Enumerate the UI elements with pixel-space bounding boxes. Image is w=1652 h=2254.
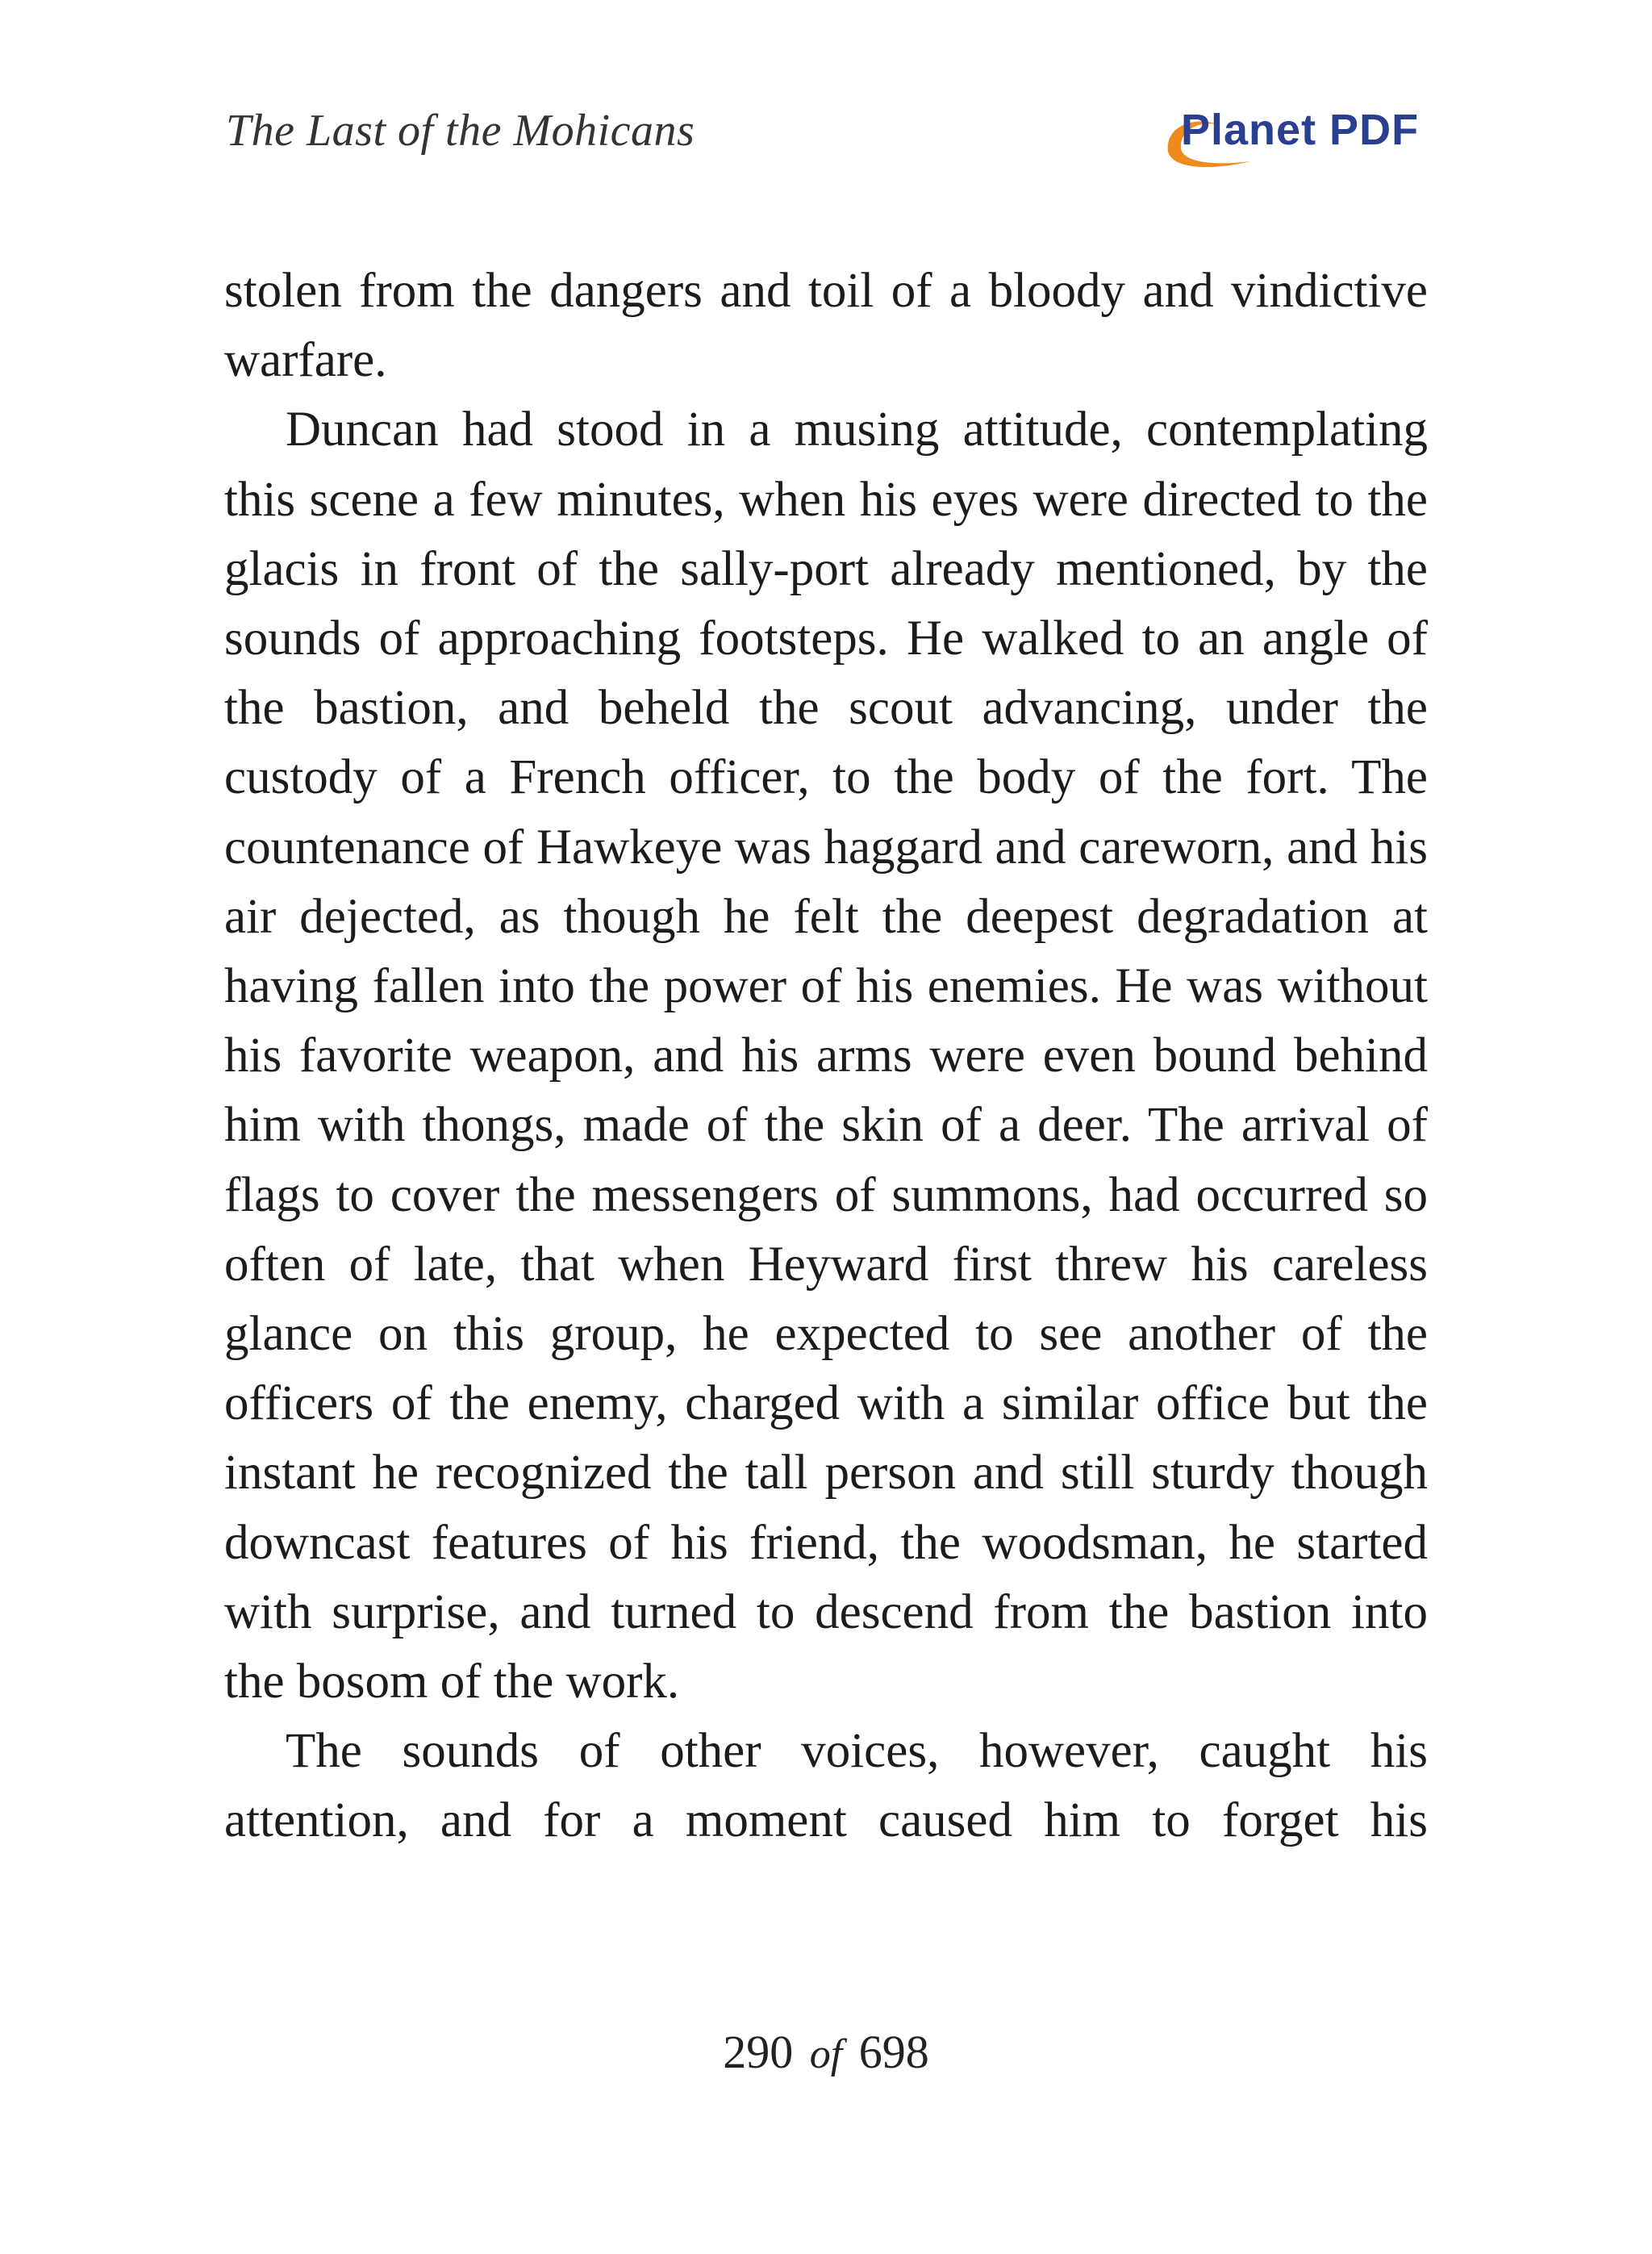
page-header bbox=[0, 0, 1652, 194]
logo-text: Planet PDF bbox=[1181, 106, 1420, 154]
paragraph: The sounds of other voices, however, caught his attention, and for a moment caused him to forget his bbox=[224, 1724, 1428, 1848]
page-current: 290 bbox=[723, 2026, 794, 2078]
page-number bbox=[0, 2025, 1652, 2079]
page-of: of bbox=[809, 2031, 843, 2077]
page-total: 698 bbox=[858, 2026, 929, 2078]
paragraph: Duncan had stood in a musing attitude, contemplating this scene a few minutes, when his eyes were directed to the glacis in front of the sally-port already mentioned, by the sounds of approaching footsteps. He walked to an angle of the bastion, and beheld the scout advancing, under the custody of a French officer, to the body of the fort. The countenance of Hawkeye was haggard and careworn, and his air dejected, as though he felt the deepest degradation at having fallen into the power of his enemies. He was without his favorite weapon, and his arms were even bound behind him with thongs, made of the skin of a deer. The arrival of flags to cover the messengers of summons, had occurred so often of late, that when Heyward first threw his careless glance on this group, he expected to see another of the officers of the enemy, charged with a similar office but the instant he recognized the tall person and still sturdy though downcast features of his friend, the woodsman, he started with surprise, and turned to descend from the bastion into the bosom of the work. bbox=[224, 403, 1428, 1709]
page-body bbox=[224, 257, 1428, 1856]
book-title: The Last of the Mohicans bbox=[226, 106, 695, 156]
paragraph-continued: stolen from the dangers and toil of a bloody and vindictive warfare. bbox=[224, 264, 1428, 388]
planet-pdf-logo bbox=[1162, 102, 1428, 174]
